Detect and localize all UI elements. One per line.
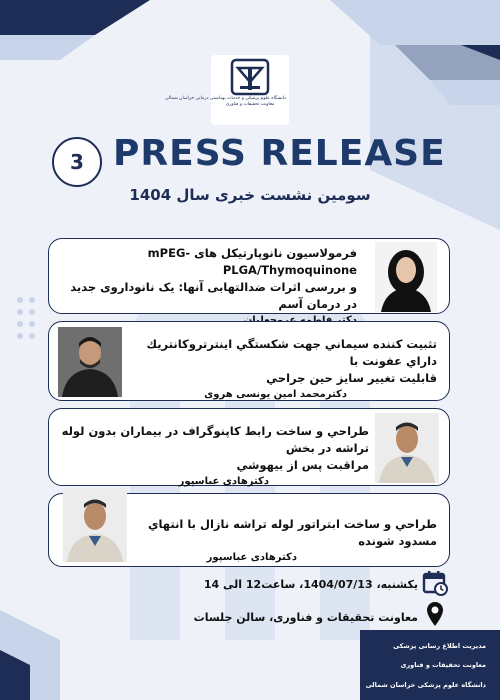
presenter-photo-2	[58, 327, 122, 397]
page-title: PRESS RELEASE	[113, 133, 446, 174]
presentation-card-1	[48, 238, 450, 314]
presentation-card-2	[48, 321, 450, 401]
logo-text-line2: معاونت تحقیقات و فناوری	[225, 102, 275, 107]
card-4-text	[133, 516, 437, 563]
card-1-title-line2: و بررسی اثرات ضدالتهابی آنها: یک نانوداروی جدید در درمان آسم	[70, 280, 357, 311]
release-number-badge: 3	[52, 137, 102, 187]
logo-text-line1: دانشگاه علوم پزشکی و خدمات بهداشتی درمانی خراسان شمالی	[164, 96, 286, 101]
footer-line1: مدیریت اطلاع رسانی پزشکی	[393, 642, 486, 650]
event-datetime: یکشنبه، 1404/07/13، ساعت12 الی 14	[203, 578, 418, 591]
card-3-author: دکترهادی عباسپور	[178, 476, 269, 487]
card-4-title-line1: طراحي و ساخت ابتراتور لوله تراشه نازال با انتهاي مسدود شونده	[147, 517, 437, 548]
calendar-icon	[422, 570, 448, 596]
card-3-title-line1: طراحي و ساخت رابط كاپنوگراف در بيماران بدون لوله تراشه در بخش	[61, 424, 369, 455]
presentation-card-3	[48, 408, 450, 486]
location-pin-icon	[426, 601, 444, 627]
footer-line3: دانشگاه علوم پزشکی خراسان شمالی	[365, 681, 486, 689]
card-2-title-line1: تثبيت كننده سيماني جهت شكستگي اينترتروكانتريك داراي عفونت با	[146, 337, 437, 368]
card-2-text	[133, 336, 437, 400]
presenter-photo-1	[375, 242, 437, 312]
card-3-text	[59, 423, 369, 487]
card-1-title-line1: فرمولاسیون نانوپارتیکل های mPEG-PLGA/Thymoquinone	[147, 246, 357, 277]
university-emblem-icon	[230, 58, 270, 96]
page-subtitle: سومین نشست خبری سال 1404	[129, 186, 371, 204]
presenter-photo-3	[375, 413, 439, 483]
card-4-author: دکترهادی عباسپور	[206, 552, 297, 563]
event-location: معاونت تحقیقات و فناوری، سالن جلسات	[193, 611, 418, 624]
presentation-card-4	[48, 493, 450, 567]
university-logo	[164, 55, 289, 125]
presenter-photo-4	[63, 488, 127, 562]
card-2-author: دکترمحمد امین یونسی هروی	[204, 389, 347, 400]
card-2-title-line2: قابليت تغيير سايز حين جراحي	[266, 371, 437, 385]
card-3-title-line2: مراقبت پس از بيهوشي	[236, 458, 369, 472]
card-1-text	[59, 245, 357, 326]
footer-line2: معاونت تحقیقات و فناوری	[400, 661, 486, 669]
